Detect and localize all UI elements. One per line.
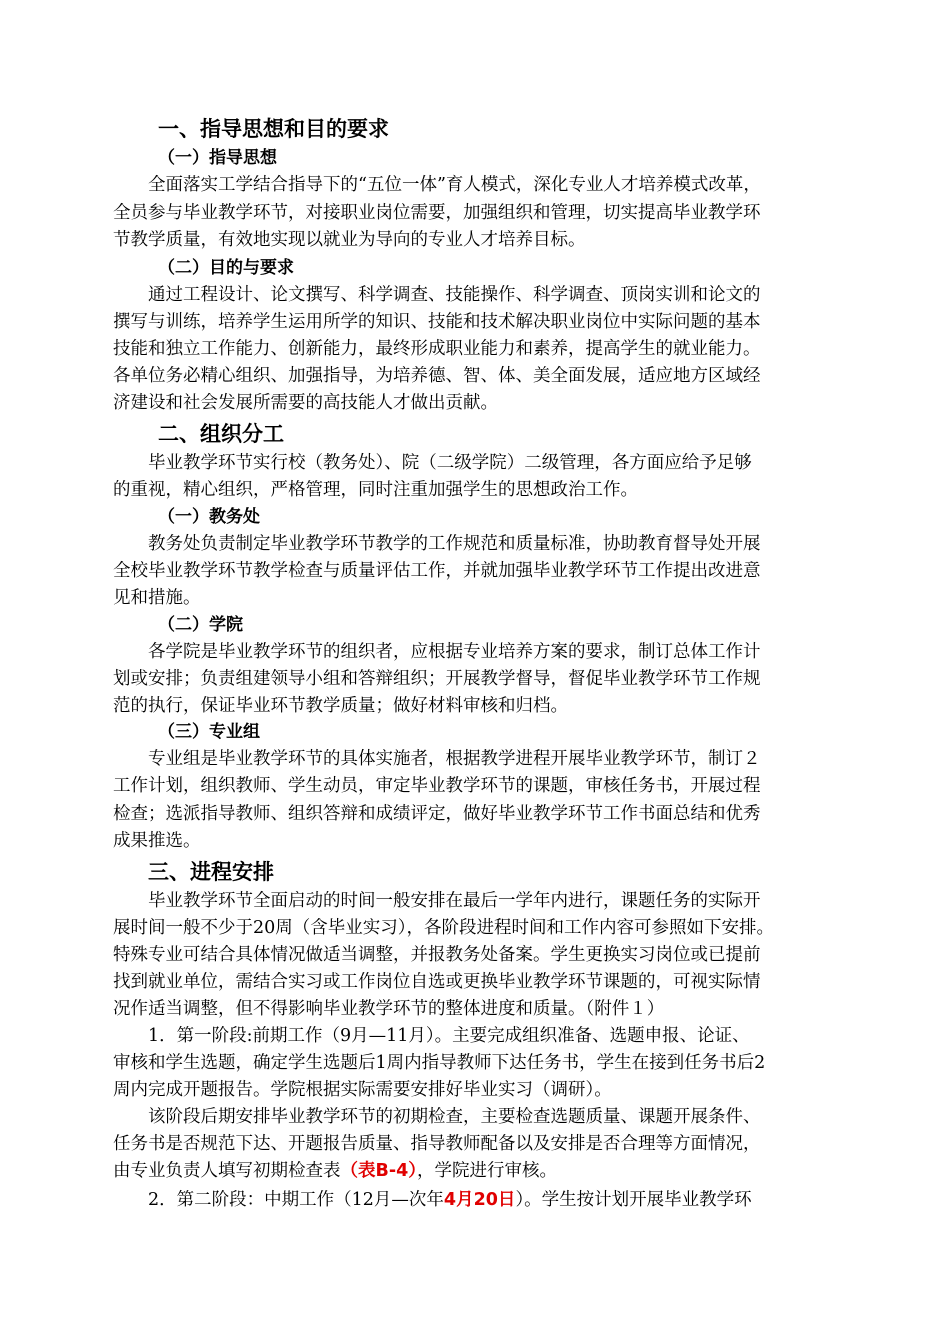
text-run: ，学院进行审核。: [417, 1161, 558, 1181]
paragraph-line: 范的执行，保证毕业环节教学质量；做好材料审核和归档。: [113, 696, 568, 716]
subsection-heading: （三）专业组: [158, 722, 260, 742]
paragraph-line: 任务书是否规范下达、开题报告质量、指导教师配备以及安排是否合理等方面情况，: [113, 1134, 761, 1154]
paragraph-line: 毕业教学环节实行校（教务处）、院（二级学院）二级管理，各方面应给予足够: [148, 453, 752, 473]
section-heading: 三、进程安排: [148, 860, 274, 884]
paragraph-line: 毕业教学环节全面启动的时间一般安排在最后一学年内进行，课题任务的实际开: [148, 891, 761, 911]
text-run: 由专业负责人填写初期检查表: [113, 1161, 341, 1181]
table-reference: （表B-4）: [340, 1161, 418, 1181]
paragraph-line: 周内完成开题报告。学院根据实际需要安排好毕业实习（调研）。: [113, 1080, 612, 1100]
paragraph-line: 况作适当调整，但不得影响毕业教学环节的整体进度和质量。（附件１）: [113, 999, 665, 1019]
subsection-heading: （一）指导思想: [158, 148, 277, 168]
subsection-heading: （一）教务处: [158, 507, 260, 527]
paragraph-line: 教务处负责制定毕业教学环节教学的工作规范和质量标准，协助教育督导处开展: [148, 534, 761, 554]
paragraph-line: 特殊专业可结合具体情况做适当调整，并报教务处备案。学生更换实习岗位或已提前: [113, 945, 761, 965]
paragraph-line: 各单位务必精心组织、加强指导，为培养德、智、体、美全面发展，适应地方区域经: [113, 366, 761, 386]
paragraph-line: 见和措施。: [113, 588, 201, 608]
paragraph-line: 的重视，精心组织，严格管理，同时注重加强学生的思想政治工作。: [113, 480, 638, 500]
subsection-heading: （二）目的与要求: [158, 258, 294, 278]
paragraph-line: 各学院是毕业教学环节的组织者，应根据专业培养方案的要求，制订总体工作计: [148, 642, 761, 662]
paragraph-line: 划或安排；负责组建领导小组和答辩组织；开展教学督导，督促毕业教学环节工作规: [113, 669, 761, 689]
paragraph-line: 全校毕业教学环节教学检查与质量评估工作，并就加强毕业教学环节工作提出改进意: [113, 561, 761, 581]
section-heading: 一、指导思想和目的要求: [158, 117, 389, 141]
paragraph-line: 1．第一阶段:前期工作（9月—11月）。主要完成组织准备、选题申报、论证、: [148, 1026, 750, 1046]
paragraph-line: 通过工程设计、论文撰写、科学调查、技能操作、科学调查、顶岗实训和论文的: [148, 285, 761, 305]
date-highlight: 4月20日: [443, 1190, 516, 1210]
paragraph-line: 找到就业单位，需结合实习或工作岗位自选或更换毕业教学环节课题的，可视实际情: [113, 972, 761, 992]
paragraph-line: 济建设和社会发展所需要的高技能人才做出贡献。: [113, 393, 498, 413]
paragraph-line: 成果推选。: [113, 831, 201, 851]
paragraph-line: [113, 1163, 557, 1181]
paragraph-line: 全面落实工学结合指导下的“五位一体”育人模式，深化专业人才培养模式改革，: [148, 175, 761, 195]
paragraph-line: 工作计划，组织教师、学生动员，审定毕业教学环节的课题，审核任务书，开展过程: [113, 776, 761, 796]
paragraph-line: 审核和学生选题，确定学生选题后1周内指导教师下达任务书，学生在接到任务书后2: [113, 1053, 766, 1073]
paragraph-line: 全员参与毕业教学环节，对接职业岗位需要，加强组织和管理，切实提高毕业教学环: [113, 203, 761, 223]
paragraph-line: 检查；选派指导教师、组织答辩和成绩评定，做好毕业教学环节工作书面总结和优秀: [113, 804, 761, 824]
paragraph-line: 节教学质量，有效地实现以就业为导向的专业人才培养目标。: [113, 230, 586, 250]
paragraph-line: [148, 1192, 752, 1210]
paragraph-line: 技能和独立工作能力、创新能力，最终形成职业能力和素养，提高学生的就业能力。: [113, 339, 761, 359]
paragraph-line: 撰写与训练，培养学生运用所学的知识、技能和技术解决职业岗位中实际问题的基本: [113, 312, 761, 332]
subsection-heading: （二）学院: [158, 615, 243, 635]
paragraph-line: 该阶段后期安排毕业教学环节的初期检查，主要检查选题质量、课题开展条件、: [148, 1107, 761, 1127]
text-run: ）。学生按计划开展毕业教学环: [515, 1190, 752, 1210]
paragraph-line: 专业组是毕业教学环节的具体实施者，根据教学进程开展毕业教学环节，制订２: [148, 749, 761, 769]
text-run: 2．第二阶段：中期工作（12月—次年: [148, 1190, 444, 1210]
paragraph-line: 展时间一般不少于20周（含毕业实习），各阶段进程时间和工作内容可参照如下安排。: [113, 918, 775, 938]
section-heading: 二、组织分工: [158, 422, 284, 446]
